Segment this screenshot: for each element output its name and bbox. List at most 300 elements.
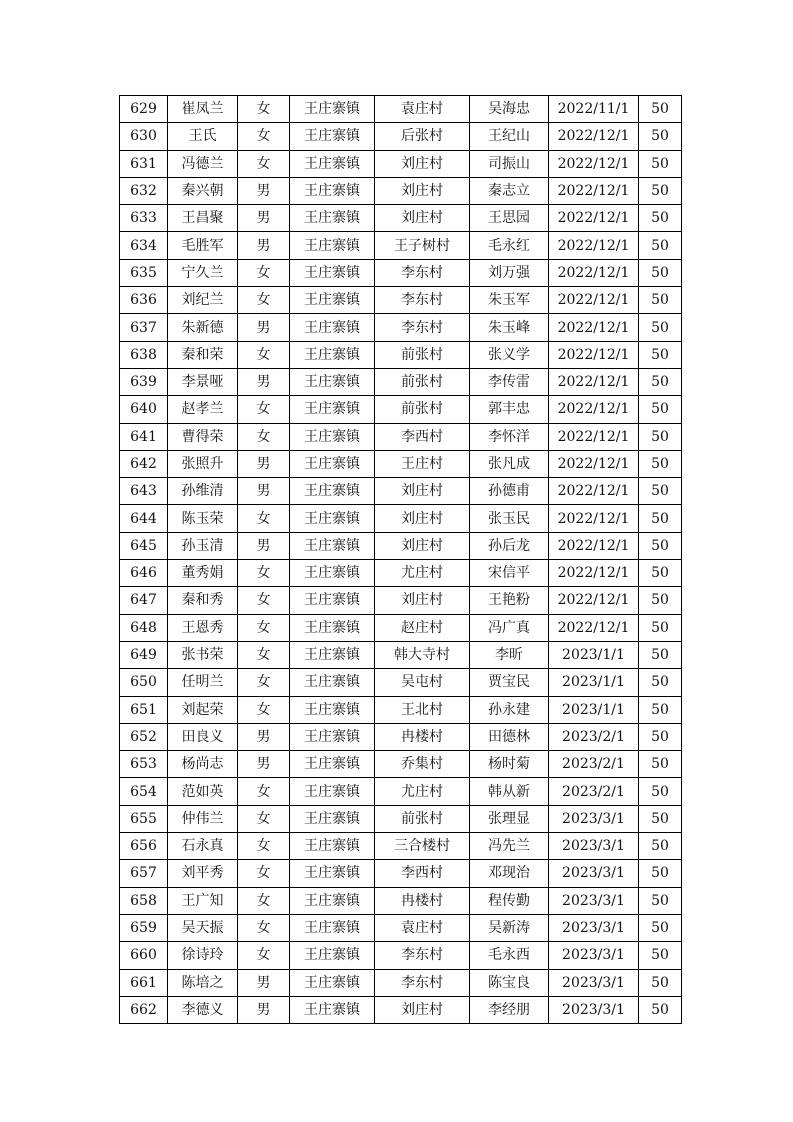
- table-row: [120, 450, 682, 477]
- cell-amount: 50: [639, 532, 682, 559]
- table-row: [120, 259, 682, 286]
- cell-no: 630: [120, 123, 168, 150]
- cell-gender: 男: [238, 450, 290, 477]
- cell-date: 2023/3/1: [549, 914, 639, 941]
- cell-village: 韩大寺村: [375, 641, 470, 668]
- cell-gender: 男: [238, 232, 290, 259]
- cell-name: 王氏: [168, 123, 238, 150]
- cell-town: 王庄寨镇: [290, 805, 375, 832]
- cell-village: 袁庄村: [375, 914, 470, 941]
- cell-town: 王庄寨镇: [290, 833, 375, 860]
- cell-amount: 50: [639, 833, 682, 860]
- cell-agent: 李昕: [470, 641, 549, 668]
- cell-town: 王庄寨镇: [290, 614, 375, 641]
- table-row: [120, 314, 682, 341]
- cell-date: 2023/2/1: [549, 723, 639, 750]
- cell-date: 2023/3/1: [549, 833, 639, 860]
- cell-no: 652: [120, 723, 168, 750]
- cell-date: 2022/12/1: [549, 450, 639, 477]
- table-row: [120, 723, 682, 750]
- cell-no: 659: [120, 914, 168, 941]
- cell-date: 2022/12/1: [549, 314, 639, 341]
- cell-date: 2022/12/1: [549, 478, 639, 505]
- cell-gender: 男: [238, 478, 290, 505]
- cell-date: 2023/3/1: [549, 805, 639, 832]
- cell-village: 李东村: [375, 969, 470, 996]
- cell-town: 王庄寨镇: [290, 177, 375, 204]
- cell-gender: 女: [238, 614, 290, 641]
- cell-amount: 50: [639, 723, 682, 750]
- cell-town: 王庄寨镇: [290, 696, 375, 723]
- cell-date: 2022/12/1: [549, 287, 639, 314]
- cell-village: 尤庄村: [375, 560, 470, 587]
- cell-name: 仲伟兰: [168, 805, 238, 832]
- cell-amount: 50: [639, 123, 682, 150]
- cell-no: 644: [120, 505, 168, 532]
- cell-village: 吴屯村: [375, 669, 470, 696]
- cell-gender: 女: [238, 696, 290, 723]
- cell-gender: 女: [238, 396, 290, 423]
- cell-town: 王庄寨镇: [290, 287, 375, 314]
- cell-amount: 50: [639, 641, 682, 668]
- cell-no: 638: [120, 341, 168, 368]
- cell-agent: 杨时菊: [470, 751, 549, 778]
- cell-agent: 吴海忠: [470, 96, 549, 123]
- cell-agent: 田德林: [470, 723, 549, 750]
- cell-no: 640: [120, 396, 168, 423]
- cell-no: 639: [120, 368, 168, 395]
- cell-town: 王庄寨镇: [290, 396, 375, 423]
- cell-agent: 孙后龙: [470, 532, 549, 559]
- cell-amount: 50: [639, 996, 682, 1023]
- cell-no: 654: [120, 778, 168, 805]
- cell-gender: 女: [238, 287, 290, 314]
- cell-village: 袁庄村: [375, 96, 470, 123]
- cell-agent: 贾宝民: [470, 669, 549, 696]
- cell-village: 冉楼村: [375, 887, 470, 914]
- cell-name: 董秀娟: [168, 560, 238, 587]
- cell-village: 刘庄村: [375, 532, 470, 559]
- cell-agent: 孙德甫: [470, 478, 549, 505]
- cell-gender: 女: [238, 150, 290, 177]
- cell-town: 王庄寨镇: [290, 669, 375, 696]
- records-table: [119, 95, 682, 1024]
- cell-village: 王庄村: [375, 450, 470, 477]
- cell-amount: 50: [639, 969, 682, 996]
- cell-name: 徐诗玲: [168, 942, 238, 969]
- cell-name: 毛胜军: [168, 232, 238, 259]
- cell-amount: 50: [639, 150, 682, 177]
- cell-amount: 50: [639, 205, 682, 232]
- cell-agent: 王思园: [470, 205, 549, 232]
- cell-town: 王庄寨镇: [290, 778, 375, 805]
- cell-village: 李东村: [375, 942, 470, 969]
- cell-town: 王庄寨镇: [290, 341, 375, 368]
- table-row: [120, 505, 682, 532]
- cell-gender: 女: [238, 887, 290, 914]
- cell-town: 王庄寨镇: [290, 751, 375, 778]
- cell-gender: 男: [238, 368, 290, 395]
- table-row: [120, 205, 682, 232]
- cell-date: 2023/3/1: [549, 887, 639, 914]
- cell-gender: 男: [238, 177, 290, 204]
- cell-gender: 男: [238, 205, 290, 232]
- cell-amount: 50: [639, 805, 682, 832]
- cell-date: 2022/12/1: [549, 587, 639, 614]
- cell-amount: 50: [639, 505, 682, 532]
- cell-no: 647: [120, 587, 168, 614]
- cell-gender: 女: [238, 123, 290, 150]
- table-row: [120, 942, 682, 969]
- cell-no: 632: [120, 177, 168, 204]
- cell-gender: 女: [238, 778, 290, 805]
- table-row: [120, 396, 682, 423]
- cell-agent: 张凡成: [470, 450, 549, 477]
- cell-village: 李东村: [375, 259, 470, 286]
- table-row: [120, 996, 682, 1023]
- cell-amount: 50: [639, 450, 682, 477]
- cell-no: 645: [120, 532, 168, 559]
- cell-village: 刘庄村: [375, 505, 470, 532]
- cell-no: 646: [120, 560, 168, 587]
- cell-amount: 50: [639, 396, 682, 423]
- cell-date: 2022/12/1: [549, 341, 639, 368]
- cell-no: 656: [120, 833, 168, 860]
- table-row: [120, 641, 682, 668]
- cell-amount: 50: [639, 423, 682, 450]
- cell-town: 王庄寨镇: [290, 96, 375, 123]
- table-row: [120, 914, 682, 941]
- cell-agent: 李经朋: [470, 996, 549, 1023]
- table-row: [120, 751, 682, 778]
- cell-date: 2022/12/1: [549, 177, 639, 204]
- cell-name: 冯德兰: [168, 150, 238, 177]
- cell-name: 秦和秀: [168, 587, 238, 614]
- table-row: [120, 150, 682, 177]
- cell-no: 641: [120, 423, 168, 450]
- cell-name: 范如英: [168, 778, 238, 805]
- cell-name: 田良义: [168, 723, 238, 750]
- cell-gender: 女: [238, 669, 290, 696]
- cell-gender: 男: [238, 969, 290, 996]
- cell-date: 2022/12/1: [549, 532, 639, 559]
- cell-town: 王庄寨镇: [290, 641, 375, 668]
- cell-village: 李东村: [375, 314, 470, 341]
- cell-agent: 吴新涛: [470, 914, 549, 941]
- cell-village: 前张村: [375, 341, 470, 368]
- cell-gender: 男: [238, 532, 290, 559]
- cell-village: 前张村: [375, 396, 470, 423]
- cell-town: 王庄寨镇: [290, 887, 375, 914]
- table-row: [120, 532, 682, 559]
- cell-agent: 毛永红: [470, 232, 549, 259]
- cell-gender: 男: [238, 723, 290, 750]
- cell-agent: 李怀洋: [470, 423, 549, 450]
- cell-town: 王庄寨镇: [290, 587, 375, 614]
- cell-name: 陈培之: [168, 969, 238, 996]
- cell-no: 636: [120, 287, 168, 314]
- cell-town: 王庄寨镇: [290, 996, 375, 1023]
- cell-village: 刘庄村: [375, 150, 470, 177]
- cell-agent: 王艳粉: [470, 587, 549, 614]
- table-row: [120, 669, 682, 696]
- cell-amount: 50: [639, 587, 682, 614]
- cell-no: 643: [120, 478, 168, 505]
- cell-date: 2023/2/1: [549, 778, 639, 805]
- cell-no: 651: [120, 696, 168, 723]
- cell-village: 乔集村: [375, 751, 470, 778]
- cell-date: 2022/12/1: [549, 259, 639, 286]
- cell-no: 631: [120, 150, 168, 177]
- cell-date: 2022/12/1: [549, 560, 639, 587]
- table-row: [120, 341, 682, 368]
- cell-village: 王子树村: [375, 232, 470, 259]
- cell-name: 朱新德: [168, 314, 238, 341]
- cell-agent: 冯广真: [470, 614, 549, 641]
- cell-agent: 孙永建: [470, 696, 549, 723]
- cell-date: 2022/12/1: [549, 368, 639, 395]
- cell-town: 王庄寨镇: [290, 505, 375, 532]
- cell-name: 张照升: [168, 450, 238, 477]
- table-row: [120, 696, 682, 723]
- cell-amount: 50: [639, 177, 682, 204]
- cell-date: 2022/11/1: [549, 96, 639, 123]
- cell-no: 634: [120, 232, 168, 259]
- cell-town: 王庄寨镇: [290, 860, 375, 887]
- cell-no: 658: [120, 887, 168, 914]
- cell-village: 刘庄村: [375, 177, 470, 204]
- cell-agent: 张玉民: [470, 505, 549, 532]
- cell-gender: 女: [238, 833, 290, 860]
- cell-gender: 女: [238, 914, 290, 941]
- cell-name: 任明兰: [168, 669, 238, 696]
- records-table-body: [120, 96, 682, 1024]
- cell-gender: 女: [238, 259, 290, 286]
- cell-date: 2022/12/1: [549, 505, 639, 532]
- cell-agent: 宋信平: [470, 560, 549, 587]
- cell-agent: 郭丰忠: [470, 396, 549, 423]
- cell-agent: 张义学: [470, 341, 549, 368]
- table-row: [120, 177, 682, 204]
- cell-gender: 女: [238, 860, 290, 887]
- cell-date: 2022/12/1: [549, 123, 639, 150]
- cell-village: 李西村: [375, 860, 470, 887]
- cell-amount: 50: [639, 860, 682, 887]
- cell-village: 刘庄村: [375, 996, 470, 1023]
- table-row: [120, 887, 682, 914]
- cell-date: 2022/12/1: [549, 396, 639, 423]
- cell-amount: 50: [639, 751, 682, 778]
- cell-name: 秦和荣: [168, 341, 238, 368]
- cell-amount: 50: [639, 942, 682, 969]
- cell-town: 王庄寨镇: [290, 560, 375, 587]
- cell-agent: 邓现治: [470, 860, 549, 887]
- cell-agent: 冯先兰: [470, 833, 549, 860]
- cell-no: 633: [120, 205, 168, 232]
- cell-town: 王庄寨镇: [290, 723, 375, 750]
- cell-town: 王庄寨镇: [290, 368, 375, 395]
- table-row: [120, 232, 682, 259]
- table-row: [120, 287, 682, 314]
- cell-town: 王庄寨镇: [290, 532, 375, 559]
- cell-gender: 男: [238, 996, 290, 1023]
- cell-name: 李景哑: [168, 368, 238, 395]
- table-row: [120, 423, 682, 450]
- cell-name: 吴天振: [168, 914, 238, 941]
- cell-no: 649: [120, 641, 168, 668]
- cell-amount: 50: [639, 96, 682, 123]
- cell-no: 661: [120, 969, 168, 996]
- cell-village: 尤庄村: [375, 778, 470, 805]
- cell-no: 650: [120, 669, 168, 696]
- table-row: [120, 123, 682, 150]
- cell-amount: 50: [639, 614, 682, 641]
- cell-date: 2023/1/1: [549, 641, 639, 668]
- cell-no: 637: [120, 314, 168, 341]
- cell-amount: 50: [639, 560, 682, 587]
- cell-agent: 陈宝良: [470, 969, 549, 996]
- cell-town: 王庄寨镇: [290, 914, 375, 941]
- table-row: [120, 614, 682, 641]
- cell-village: 前张村: [375, 368, 470, 395]
- cell-name: 孙玉清: [168, 532, 238, 559]
- cell-date: 2022/12/1: [549, 150, 639, 177]
- cell-name: 王广知: [168, 887, 238, 914]
- cell-name: 崔凤兰: [168, 96, 238, 123]
- cell-date: 2022/12/1: [549, 423, 639, 450]
- cell-agent: 韩从新: [470, 778, 549, 805]
- cell-agent: 司振山: [470, 150, 549, 177]
- table-row: [120, 368, 682, 395]
- cell-agent: 李传雷: [470, 368, 549, 395]
- cell-gender: 男: [238, 314, 290, 341]
- cell-name: 石永真: [168, 833, 238, 860]
- cell-agent: 毛永西: [470, 942, 549, 969]
- cell-amount: 50: [639, 914, 682, 941]
- cell-gender: 男: [238, 751, 290, 778]
- table-row: [120, 96, 682, 123]
- cell-agent: 秦志立: [470, 177, 549, 204]
- cell-no: 642: [120, 450, 168, 477]
- cell-no: 662: [120, 996, 168, 1023]
- cell-no: 635: [120, 259, 168, 286]
- table-row: [120, 778, 682, 805]
- cell-town: 王庄寨镇: [290, 259, 375, 286]
- cell-no: 648: [120, 614, 168, 641]
- cell-village: 李西村: [375, 423, 470, 450]
- cell-name: 赵孝兰: [168, 396, 238, 423]
- cell-name: 杨尚志: [168, 751, 238, 778]
- cell-name: 刘起荣: [168, 696, 238, 723]
- cell-name: 宁久兰: [168, 259, 238, 286]
- cell-amount: 50: [639, 887, 682, 914]
- table-row: [120, 560, 682, 587]
- cell-no: 660: [120, 942, 168, 969]
- cell-gender: 女: [238, 641, 290, 668]
- cell-gender: 女: [238, 942, 290, 969]
- cell-amount: 50: [639, 232, 682, 259]
- cell-town: 王庄寨镇: [290, 150, 375, 177]
- table-row: [120, 969, 682, 996]
- cell-date: 2022/12/1: [549, 614, 639, 641]
- cell-agent: 张理显: [470, 805, 549, 832]
- cell-name: 曹得荣: [168, 423, 238, 450]
- cell-gender: 女: [238, 587, 290, 614]
- cell-no: 629: [120, 96, 168, 123]
- cell-town: 王庄寨镇: [290, 942, 375, 969]
- cell-amount: 50: [639, 287, 682, 314]
- cell-amount: 50: [639, 259, 682, 286]
- cell-amount: 50: [639, 669, 682, 696]
- table-row: [120, 587, 682, 614]
- cell-date: 2023/1/1: [549, 696, 639, 723]
- cell-gender: 女: [238, 341, 290, 368]
- cell-no: 657: [120, 860, 168, 887]
- cell-village: 刘庄村: [375, 478, 470, 505]
- cell-agent: 王纪山: [470, 123, 549, 150]
- cell-name: 秦兴朝: [168, 177, 238, 204]
- cell-name: 刘平秀: [168, 860, 238, 887]
- cell-name: 张书荣: [168, 641, 238, 668]
- cell-town: 王庄寨镇: [290, 423, 375, 450]
- cell-agent: 程传勤: [470, 887, 549, 914]
- cell-date: 2023/3/1: [549, 942, 639, 969]
- cell-village: 三合楼村: [375, 833, 470, 860]
- cell-gender: 女: [238, 96, 290, 123]
- cell-gender: 女: [238, 423, 290, 450]
- cell-date: 2023/2/1: [549, 751, 639, 778]
- cell-village: 后张村: [375, 123, 470, 150]
- cell-gender: 女: [238, 560, 290, 587]
- cell-gender: 女: [238, 505, 290, 532]
- cell-name: 陈玉荣: [168, 505, 238, 532]
- cell-name: 李德义: [168, 996, 238, 1023]
- cell-name: 王恩秀: [168, 614, 238, 641]
- cell-town: 王庄寨镇: [290, 205, 375, 232]
- cell-town: 王庄寨镇: [290, 450, 375, 477]
- cell-no: 653: [120, 751, 168, 778]
- cell-village: 冉楼村: [375, 723, 470, 750]
- cell-date: 2023/3/1: [549, 969, 639, 996]
- cell-town: 王庄寨镇: [290, 123, 375, 150]
- cell-date: 2023/3/1: [549, 996, 639, 1023]
- cell-amount: 50: [639, 341, 682, 368]
- cell-amount: 50: [639, 778, 682, 805]
- cell-name: 王昌聚: [168, 205, 238, 232]
- table-row: [120, 805, 682, 832]
- cell-gender: 女: [238, 805, 290, 832]
- cell-agent: 刘万强: [470, 259, 549, 286]
- cell-amount: 50: [639, 478, 682, 505]
- cell-date: 2022/12/1: [549, 232, 639, 259]
- cell-agent: 朱玉军: [470, 287, 549, 314]
- cell-date: 2022/12/1: [549, 205, 639, 232]
- table-row: [120, 860, 682, 887]
- cell-village: 刘庄村: [375, 205, 470, 232]
- cell-name: 孙维清: [168, 478, 238, 505]
- cell-town: 王庄寨镇: [290, 232, 375, 259]
- cell-town: 王庄寨镇: [290, 314, 375, 341]
- table-row: [120, 833, 682, 860]
- cell-amount: 50: [639, 314, 682, 341]
- cell-village: 前张村: [375, 805, 470, 832]
- cell-village: 赵庄村: [375, 614, 470, 641]
- cell-town: 王庄寨镇: [290, 969, 375, 996]
- cell-town: 王庄寨镇: [290, 478, 375, 505]
- cell-date: 2023/3/1: [549, 860, 639, 887]
- cell-amount: 50: [639, 368, 682, 395]
- cell-amount: 50: [639, 696, 682, 723]
